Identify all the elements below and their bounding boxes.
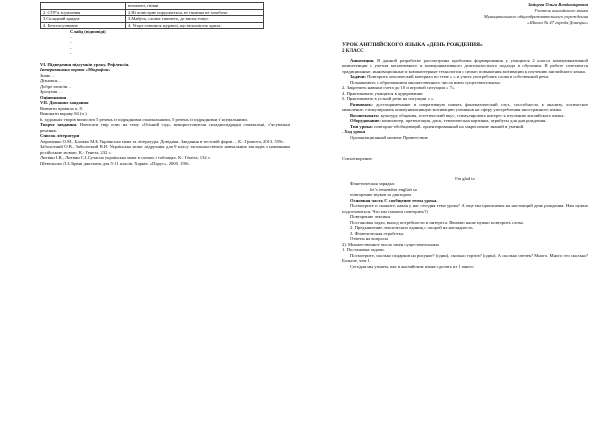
author-name: Зайцева Ольга Владимировна bbox=[528, 2, 588, 7]
reference-item: Заболотний О.В., Заболотний В.В. Українська мова: підручник для 9 класу загальноосвітніх навчальних закладів з навчанням російською мовою. К.: Генеза, 232 с. bbox=[40, 144, 290, 155]
stage7-title: VII. Домашнє завдання bbox=[40, 100, 89, 105]
creative-task bbox=[40, 122, 290, 133]
review-line: Сегодня мы узнаем, как в английском языке сделать из 1 много bbox=[350, 263, 474, 269]
homework-line: b. художніх творів виписати 5 речень із підрядними означальними, 5 речень із підрядними з’ясувальними. bbox=[40, 116, 249, 122]
poem-line: I'm glad to bbox=[455, 175, 475, 181]
annotation-label: Аннотация. bbox=[350, 57, 375, 63]
slide-label: Слайд (відповіді) bbox=[70, 29, 106, 34]
answers-table bbox=[40, 2, 264, 29]
right-column bbox=[342, 0, 588, 269]
table-cell: 3.Складний ариднє bbox=[41, 16, 126, 23]
creative-text: Написати твір опис на тему «Осінній сад», використовуючи складнопідрядні означальні, з’ясувальні речення. bbox=[40, 122, 290, 133]
mic-line: Дізнався… bbox=[40, 78, 62, 83]
progress-title: . Ход урока bbox=[342, 129, 366, 134]
annotation-text: В данной разработке рассмотрены проблемы формирования у учащихся 2 класса коммуникативной компетенции с учетом когнитивного и коммуникативного деятельностного подхода в обучении. В работе сочетаются традиционные, инновационные и компьютерные технологии с целью повышения мотивации к изучению английского языка. bbox=[342, 57, 588, 74]
table-cell: 4. Угорт озвалися журавлі, що віскиліготь крила. bbox=[126, 22, 264, 29]
reference-item: Литвин І.В., Литвин С.І.Сучасна українська мова в схемах і таблицях. К.: Генеза, 132 с. bbox=[40, 155, 212, 160]
equip-label: Оборудование: bbox=[350, 118, 381, 123]
develop-text: достопримечание и оперативную память фонематический слух, способность к анализу, логическое мышление, стимулировать коммуникативную мотивацию учеников на сферу употребления иностранного языка. bbox=[342, 101, 588, 112]
educate-text: культуру общения, эстетический вкус, стимулировать интерес к изучению английского языка. bbox=[380, 112, 565, 118]
task-item: 2. Закрепить навыки счета до 10 и игровой ситуации « 7». bbox=[342, 85, 456, 90]
table-cell: 2. СТР’я зсумлення bbox=[41, 9, 126, 16]
org-moment: Организационный момент Приветствие bbox=[350, 134, 428, 140]
table-cell: 2.Ні поністрне порушається, ні тішанка не хазабоче. bbox=[126, 9, 264, 16]
review-line: 2). Множественное число имен существительных bbox=[342, 241, 440, 247]
table-cell: 3.Майуть, сховає тишнеть, де висна зчнує. bbox=[126, 16, 264, 23]
author-block bbox=[342, 2, 588, 26]
task-item: 4. Практиковать учащихся в аудировании bbox=[342, 90, 423, 96]
poem-line: let’s remember english so bbox=[370, 186, 418, 192]
review-line: Посмотрите, сколько подарков на рисунке? (один), сколько тортов? (один). А сколько свечек? Много. Много это сколько? Больше, чем 1. bbox=[342, 252, 588, 263]
mic-line: Зрозумів… bbox=[40, 89, 62, 94]
grade-label: 2 КЛАСС bbox=[342, 49, 364, 54]
author-role: Учитель английского языка bbox=[534, 8, 588, 13]
reference-item: Авраменко О.М., Блажко М.Б.Українська мова та література. Довідник. Завдання в тестовій формі. – К.: Грамота, 2013. 559с. bbox=[40, 138, 285, 144]
lesson-title: УРОК АНГЛИЙСКОГО ЯЗЫКА «ДЕНЬ РОЖДЕНИЯ» bbox=[342, 42, 483, 48]
equip-text: компьютер, презентация, диск, тематическая картинка, атрибуты для дня рождения. bbox=[381, 118, 547, 123]
table-row bbox=[41, 22, 264, 29]
dash-line: - bbox=[70, 34, 72, 40]
review-line: Ответы на вопросы bbox=[350, 236, 389, 241]
author-org: Муниципального общеобразовательного учреждения bbox=[483, 14, 588, 19]
stage6-title: VI. Підведення підсумків уроку. Рефлексія. bbox=[40, 61, 130, 67]
mic-line: Знаю… bbox=[40, 72, 55, 78]
develop bbox=[342, 102, 588, 113]
task-item: Познакомить с образованием множественного числа имен существительных. bbox=[350, 79, 501, 85]
review-line: 3. Фонетическая отработка. bbox=[350, 230, 405, 236]
tasks-text: Повторить лексический материал по теме « » и учить употреблять слова в собственной речи. bbox=[367, 74, 550, 79]
type-label: Тип урока: bbox=[350, 123, 373, 129]
poem-line: Фонетическая зарядка: bbox=[350, 181, 395, 186]
educate-label: Воспитывать: bbox=[350, 112, 380, 118]
review-line: Повторение лексики. bbox=[350, 214, 392, 219]
table-cell: 4. Безстосучновне bbox=[41, 22, 126, 29]
review-line: 2. Предъявление лексических единиц с опорой на наглядность. bbox=[350, 225, 474, 230]
homework-line: Вивчити правила п. 8. bbox=[40, 105, 84, 111]
main-stage-text: Посмотрите и скажите, какая у нас сегодня тема урока? А еще мы пригашены на настоящий день рождения. Нам нужно подготовиться. Что мы сможем повторить?) bbox=[342, 203, 588, 214]
left-column bbox=[40, 0, 290, 166]
homework-line: Виконати вправу 84 (п.) bbox=[40, 111, 87, 116]
interactive-title: Інтерактивна вправа «Мікрофон» bbox=[40, 67, 111, 72]
mic-line: Добре засвоїв… bbox=[40, 83, 72, 89]
dash-line: - bbox=[70, 45, 72, 51]
author-school: «Школа № 47 города Донецка» bbox=[527, 20, 588, 25]
grading-title: Оцінювання bbox=[40, 94, 67, 100]
main-stage-title: Основная часть С сообщение темы урока. bbox=[350, 197, 438, 203]
reference-item: Шевельова Л.З.Зірвні диктанти для 5-11 класів. Харків. «Парус», 2000. 190с. bbox=[40, 160, 191, 166]
develop-label: Развивать: bbox=[350, 101, 373, 107]
review-line: Постановка задач, выход потребности и интереса. Ввичаю наше нужно повторить слова. bbox=[350, 219, 524, 225]
tasks-label: Задачи: bbox=[350, 74, 366, 79]
type-text: повторно-обобщающий, ориентированный на закрепление знаний и умений. bbox=[374, 123, 525, 129]
review-line: 1. Постановка задачи. bbox=[342, 247, 385, 252]
dash-line: - bbox=[70, 51, 72, 56]
poem-line: повторение звуков за диктором bbox=[350, 192, 411, 197]
literature-title: Список літератури bbox=[40, 133, 80, 138]
creative-label: Творче завдання. bbox=[40, 122, 78, 127]
annotation bbox=[342, 58, 588, 75]
poem-label: Стихотворение: bbox=[342, 156, 373, 161]
task-item: 5. Практиковать в устной речи на ситуации « ». bbox=[342, 96, 435, 101]
dash-line: - bbox=[70, 40, 72, 45]
table-cell: втомлені, гнівні. bbox=[126, 3, 264, 10]
